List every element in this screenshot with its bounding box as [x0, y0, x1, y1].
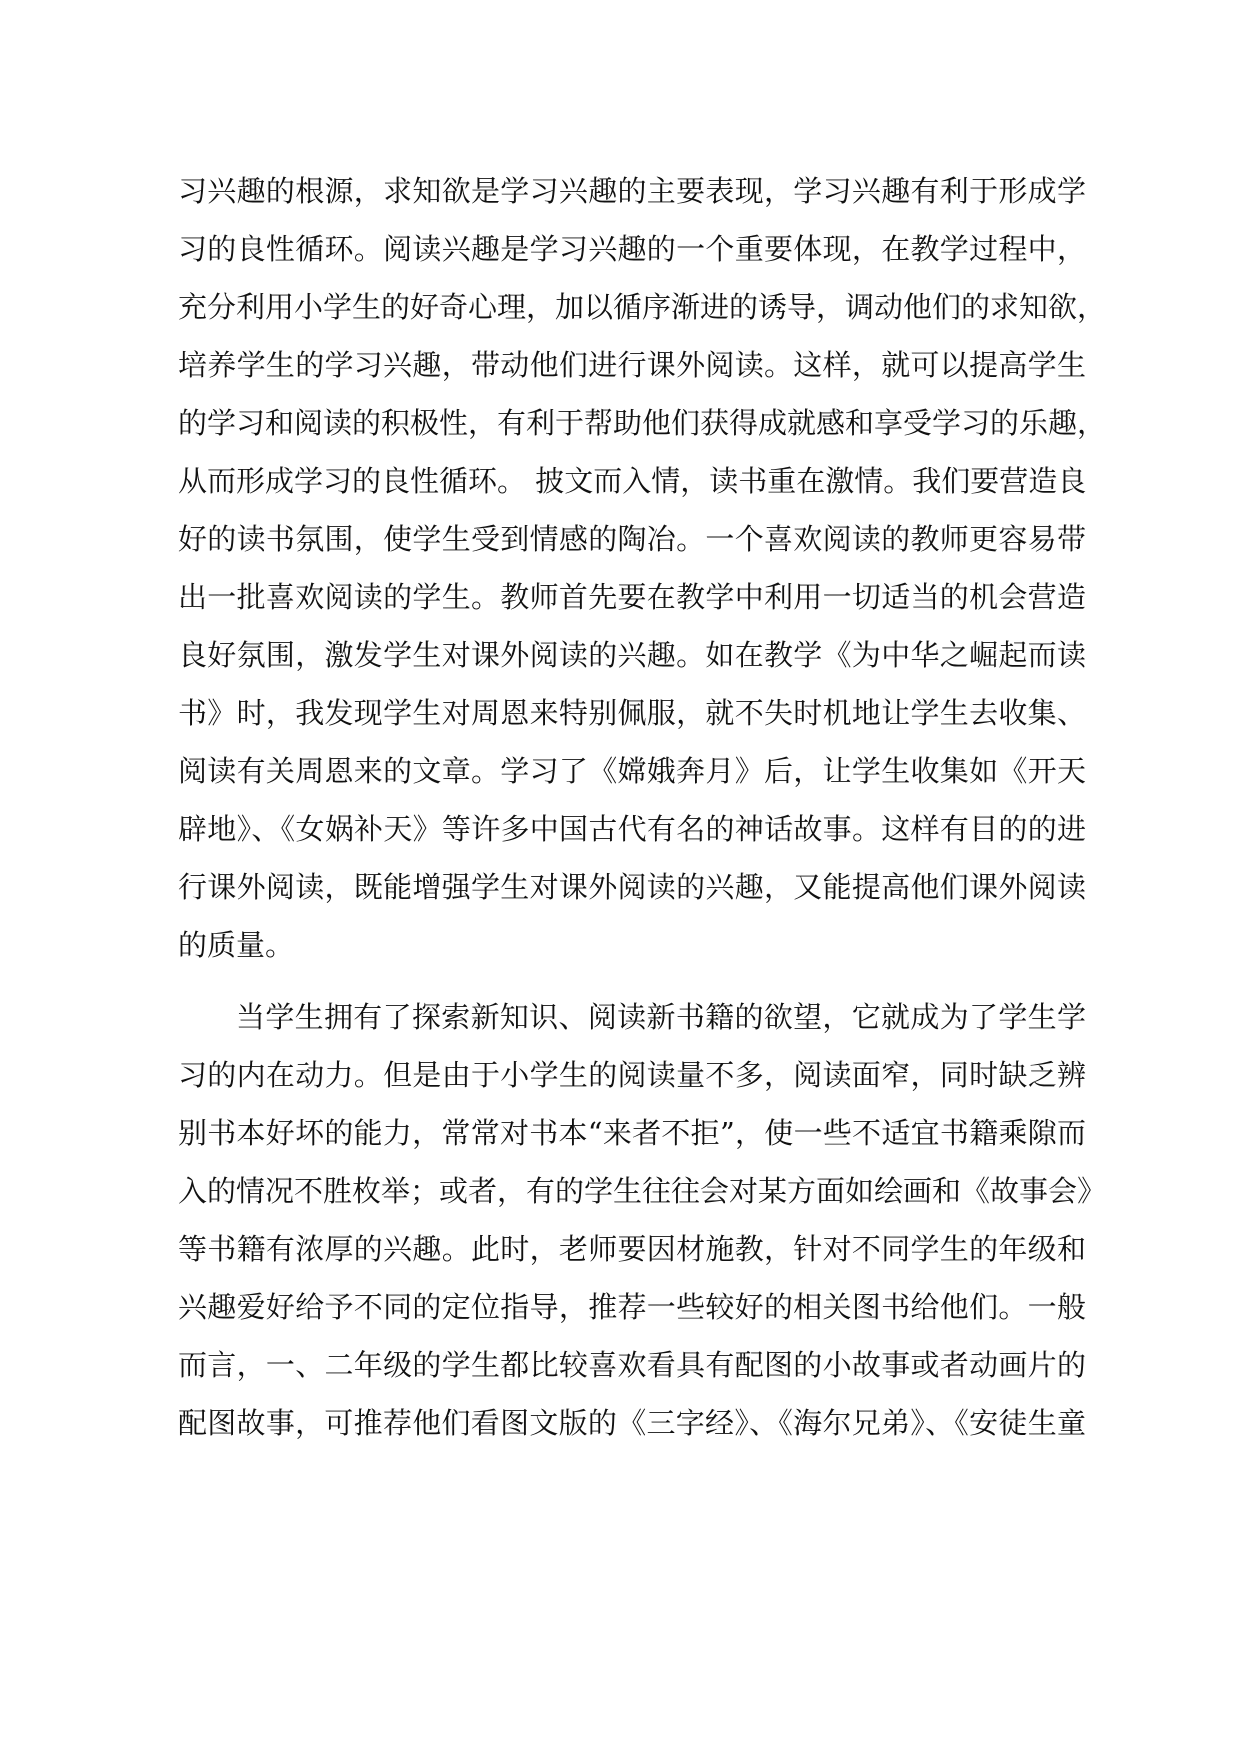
- text-line: 配图故事，可推荐他们看图文版的《三字经》、《海尔兄弟》、《安徒生童: [178, 1406, 1086, 1440]
- paragraph-2: [178, 988, 1107, 1452]
- text-line: 等书籍有浓厚的兴趣。此时，老师要因材施教，针对不同学生的年级和: [178, 1232, 1086, 1266]
- text-line: 兴趣爱好给予不同的定位指导，推荐一些较好的相关图书给他们。一般: [178, 1290, 1086, 1324]
- text-line: 书》时，我发现学生对周恩来特别佩服，就不失时机地让学生去收集、: [178, 696, 1086, 730]
- text-line: 别书本好坏的能力，常常对书本“来者不拒”，使一些不适宜书籍乘隙而: [178, 1116, 1086, 1150]
- text-line: 行课外阅读，既能增强学生对课外阅读的兴趣，又能提高他们课外阅读: [178, 870, 1086, 904]
- text-line: 而言，一、二年级的学生都比较喜欢看具有配图的小故事或者动画片的: [178, 1348, 1086, 1382]
- paragraph-gap: [178, 974, 1086, 988]
- text-line: 从而形成学习的良性循环。 披文而入情，读书重在激情。我们要营造良: [178, 464, 1087, 498]
- body-text: [178, 162, 1107, 1452]
- text-line: 良好氛围，激发学生对课外阅读的兴趣。如在教学《为中华之崛起而读: [178, 638, 1086, 672]
- paragraph-1: [178, 162, 1107, 974]
- text-line: 出一批喜欢阅读的学生。教师首先要在教学中利用一切适当的机会营造: [178, 580, 1086, 614]
- text-line: 的学习和阅读的积极性，有利于帮助他们获得成就感和享受学习的乐趣，: [178, 406, 1107, 440]
- text-line: 习兴趣的根源，求知欲是学习兴趣的主要表现，学习兴趣有利于形成学: [178, 174, 1086, 208]
- text-line: 的质量。: [178, 928, 295, 962]
- text-line: 入的情况不胜枚举；或者，有的学生往往会对某方面如绘画和《故事会》: [178, 1174, 1107, 1208]
- text-line: 好的读书氛围，使学生受到情感的陶冶。一个喜欢阅读的教师更容易带: [178, 522, 1086, 556]
- text-line: 阅读有关周恩来的文章。学习了《嫦娥奔月》后，让学生收集如《开天: [178, 754, 1086, 788]
- text-line: 当学生拥有了探索新知识、阅读新书籍的欲望，它就成为了学生学: [236, 1000, 1086, 1034]
- text-line: 习的内在动力。但是由于小学生的阅读量不多，阅读面窄，同时缺乏辨: [178, 1058, 1086, 1092]
- text-line: 辟地》、《女娲补天》等许多中国古代有名的神话故事。这样有目的的进: [178, 812, 1086, 846]
- text-line: 充分利用小学生的好奇心理，加以循序渐进的诱导，调动他们的求知欲，: [178, 290, 1107, 324]
- text-line: 培养学生的学习兴趣，带动他们进行课外阅读。这样，就可以提高学生: [178, 348, 1086, 382]
- text-line: 习的良性循环。阅读兴趣是学习兴趣的一个重要体现，在教学过程中，: [178, 232, 1086, 266]
